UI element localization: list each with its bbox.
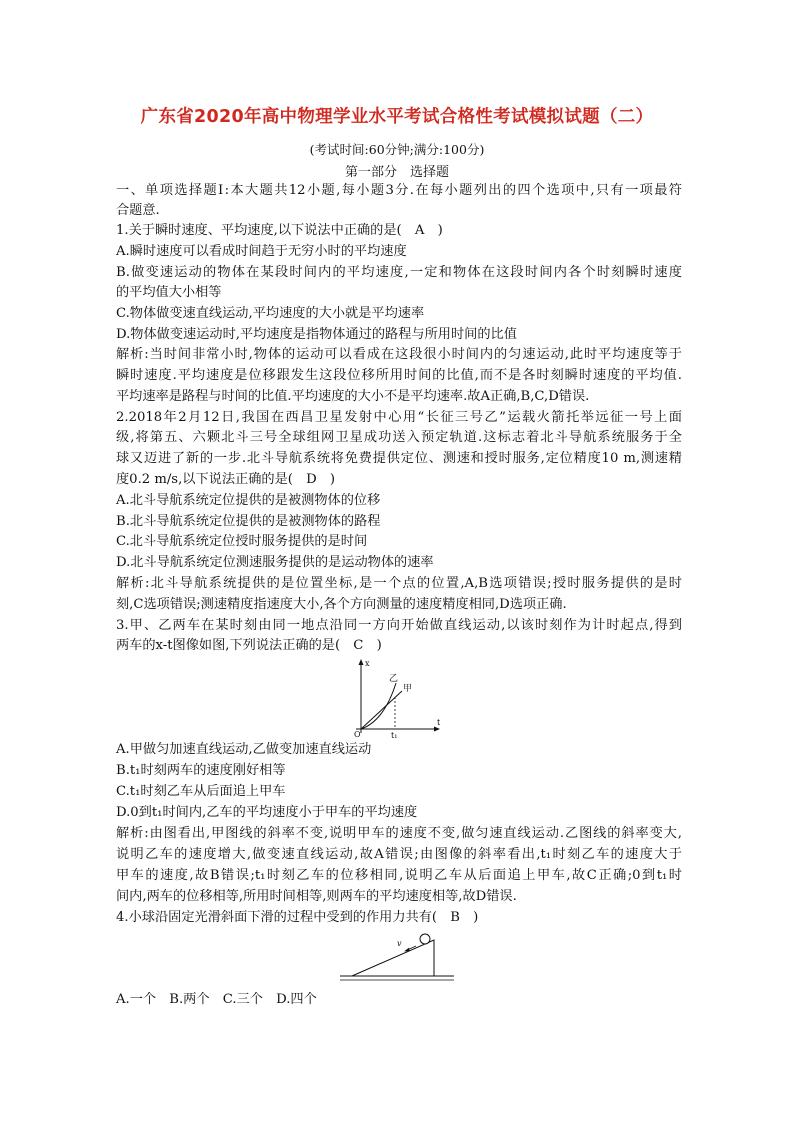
exam-info: (考试时间:60分钟;满分:100分) bbox=[309, 142, 485, 157]
question-2-stem: 球又迈进了新的一步.北斗导航系统将免费提供定位、测速和授时服务,定位精度10 m,测速精 bbox=[116, 451, 682, 466]
section-intro-line: 合题意. bbox=[116, 203, 160, 218]
question-3-option-d: D.0到t₁时间内,乙车的平均速度小于甲车的平均速度 bbox=[116, 805, 418, 820]
yi-curve bbox=[361, 683, 396, 729]
ball bbox=[420, 934, 430, 944]
xt-graph-figure bbox=[340, 657, 450, 739]
part-title: 第一部分 选择题 bbox=[344, 165, 449, 180]
velocity-arrowhead bbox=[404, 948, 410, 952]
question-3-option-b: B.t₁时刻两车的速度刚好相等 bbox=[116, 763, 286, 778]
question-2-option-c: C.北斗导航系统定位授时服务提供的是时间 bbox=[116, 534, 368, 549]
question-3-option-c: C.t₁时刻乙车从后面追上甲车 bbox=[116, 784, 286, 799]
question-2-analysis: 刻,C选项错误;测速精度指速度大小,各个方向测量的速度精度相同,D选项正确. bbox=[116, 597, 567, 612]
question-2-analysis: 解析:北斗导航系统提供的是位置坐标,是一个点的位置,A,B选项错误;授时服务提供的是时 bbox=[116, 576, 682, 591]
incline-triangle bbox=[352, 940, 434, 976]
question-1-option-d: D.物体做变速运动时,平均速度是指物体通过的路程与所用时间的比值 bbox=[116, 327, 517, 342]
question-2-option-b: B.北斗导航系统定位提供的是被测物体的路程 bbox=[116, 514, 381, 529]
question-2-stem: 度0.2 m/s,以下说法正确的是( D ) bbox=[116, 472, 335, 487]
question-2-option-a: A.北斗导航系统定位提供的是被测物体的位移 bbox=[116, 493, 381, 508]
t1-tick-label: t₁ bbox=[391, 731, 398, 739]
x-axis-arrow bbox=[434, 727, 440, 732]
question-2-option-d: D.北斗导航系统定位测速服务提供的是运动物体的速率 bbox=[116, 555, 434, 570]
velocity-label: v bbox=[397, 939, 402, 948]
section-intro-line: 一、单项选择题Ⅰ:本大题共12小题,每小题3分.在每小题列出的四个选项中,只有一项最符 bbox=[116, 183, 682, 198]
yi-line-label: 乙 bbox=[389, 674, 399, 684]
question-1-option-b: B.做变速运动的物体在某段时间内的平均速度,一定和物体在这段时间内各个时刻瞬时速度 bbox=[116, 265, 682, 280]
incline-figure bbox=[338, 932, 458, 988]
document-title: 广东省2020年高中物理学业水平考试合格性考试模拟试题（二） bbox=[140, 107, 654, 127]
question-3-analysis: 说明乙车的速度增大,做变速直线运动,故A错误;由图像的斜率看出,t₁时刻乙车的速度大于 bbox=[116, 847, 682, 862]
question-1-option-b-cont: 的平均值大小相等 bbox=[116, 285, 222, 300]
question-3-analysis: 甲车的速度,故B错误;t₁时刻乙车的位移相同,说明乙车从后面追上甲车,故C正确;0到t₁时 bbox=[116, 868, 682, 883]
question-3-stem: 两车的x-t图像如图,下列说法正确的是( C ) bbox=[116, 638, 382, 653]
question-1-analysis: 平均速率是路程与时间的比值.平均速度的大小不是平均速率.故A正确,B,C,D错误. bbox=[116, 389, 590, 404]
origin-label: O bbox=[354, 730, 361, 739]
question-1-analysis: 瞬时速度.平均速度是位移跟发生这段位移所用时间的比值,而不是各时刻瞬时速度的平均值. bbox=[116, 368, 682, 383]
question-4-stem: 4.小球沿固定光滑斜面下滑的过程中受到的作用力共有( B ) bbox=[116, 910, 479, 925]
jia-line-label: 甲 bbox=[403, 684, 413, 694]
question-3-analysis: 间内,两车的位移相等,所用时间相等,则两车的平均速度相等,故D错误. bbox=[116, 889, 517, 904]
question-1-analysis: 解析:当时间非常小时,物体的运动可以看成在这段很小时间内的匀速运动,此时平均速度等于 bbox=[116, 347, 682, 362]
y-axis-arrow bbox=[359, 659, 364, 665]
question-1-stem: 1.关于瞬时速度、平均速度,以下说法中正确的是( A ) bbox=[116, 223, 443, 238]
question-1-option-c: C.物体做变速直线运动,平均速度的大小就是平均速率 bbox=[116, 306, 425, 321]
jia-line bbox=[361, 691, 402, 729]
question-2-stem: 2.2018年2月12日,我国在西昌卫星发射中心用“长征三号乙”运载火箭托举远征一号上面 bbox=[116, 410, 682, 425]
x-axis-label: t bbox=[437, 718, 441, 727]
question-1-option-a: A.瞬时速度可以看成时间趋于无穷小时的平均速度 bbox=[116, 244, 407, 259]
question-4-options: A.一个 B.两个 C.三个 D.四个 bbox=[116, 992, 317, 1007]
question-2-stem: 级,将第五、六颗北斗三号全球组网卫星成功送入预定轨道.这标志着北斗导航系统服务于全 bbox=[116, 430, 682, 445]
y-axis-label: x bbox=[365, 659, 370, 668]
question-3-analysis: 解析:由图看出,甲图线的斜率不变,说明甲车的速度不变,做匀速直线运动.乙图线的斜率变大, bbox=[116, 826, 682, 841]
question-3-option-a: A.甲做匀加速直线运动,乙做变加速直线运动 bbox=[116, 742, 372, 757]
question-3-stem: 3.甲、乙两车在某时刻由同一地点沿同一方向开始做直线运动,以该时刻作为计时起点,得到 bbox=[116, 618, 682, 633]
